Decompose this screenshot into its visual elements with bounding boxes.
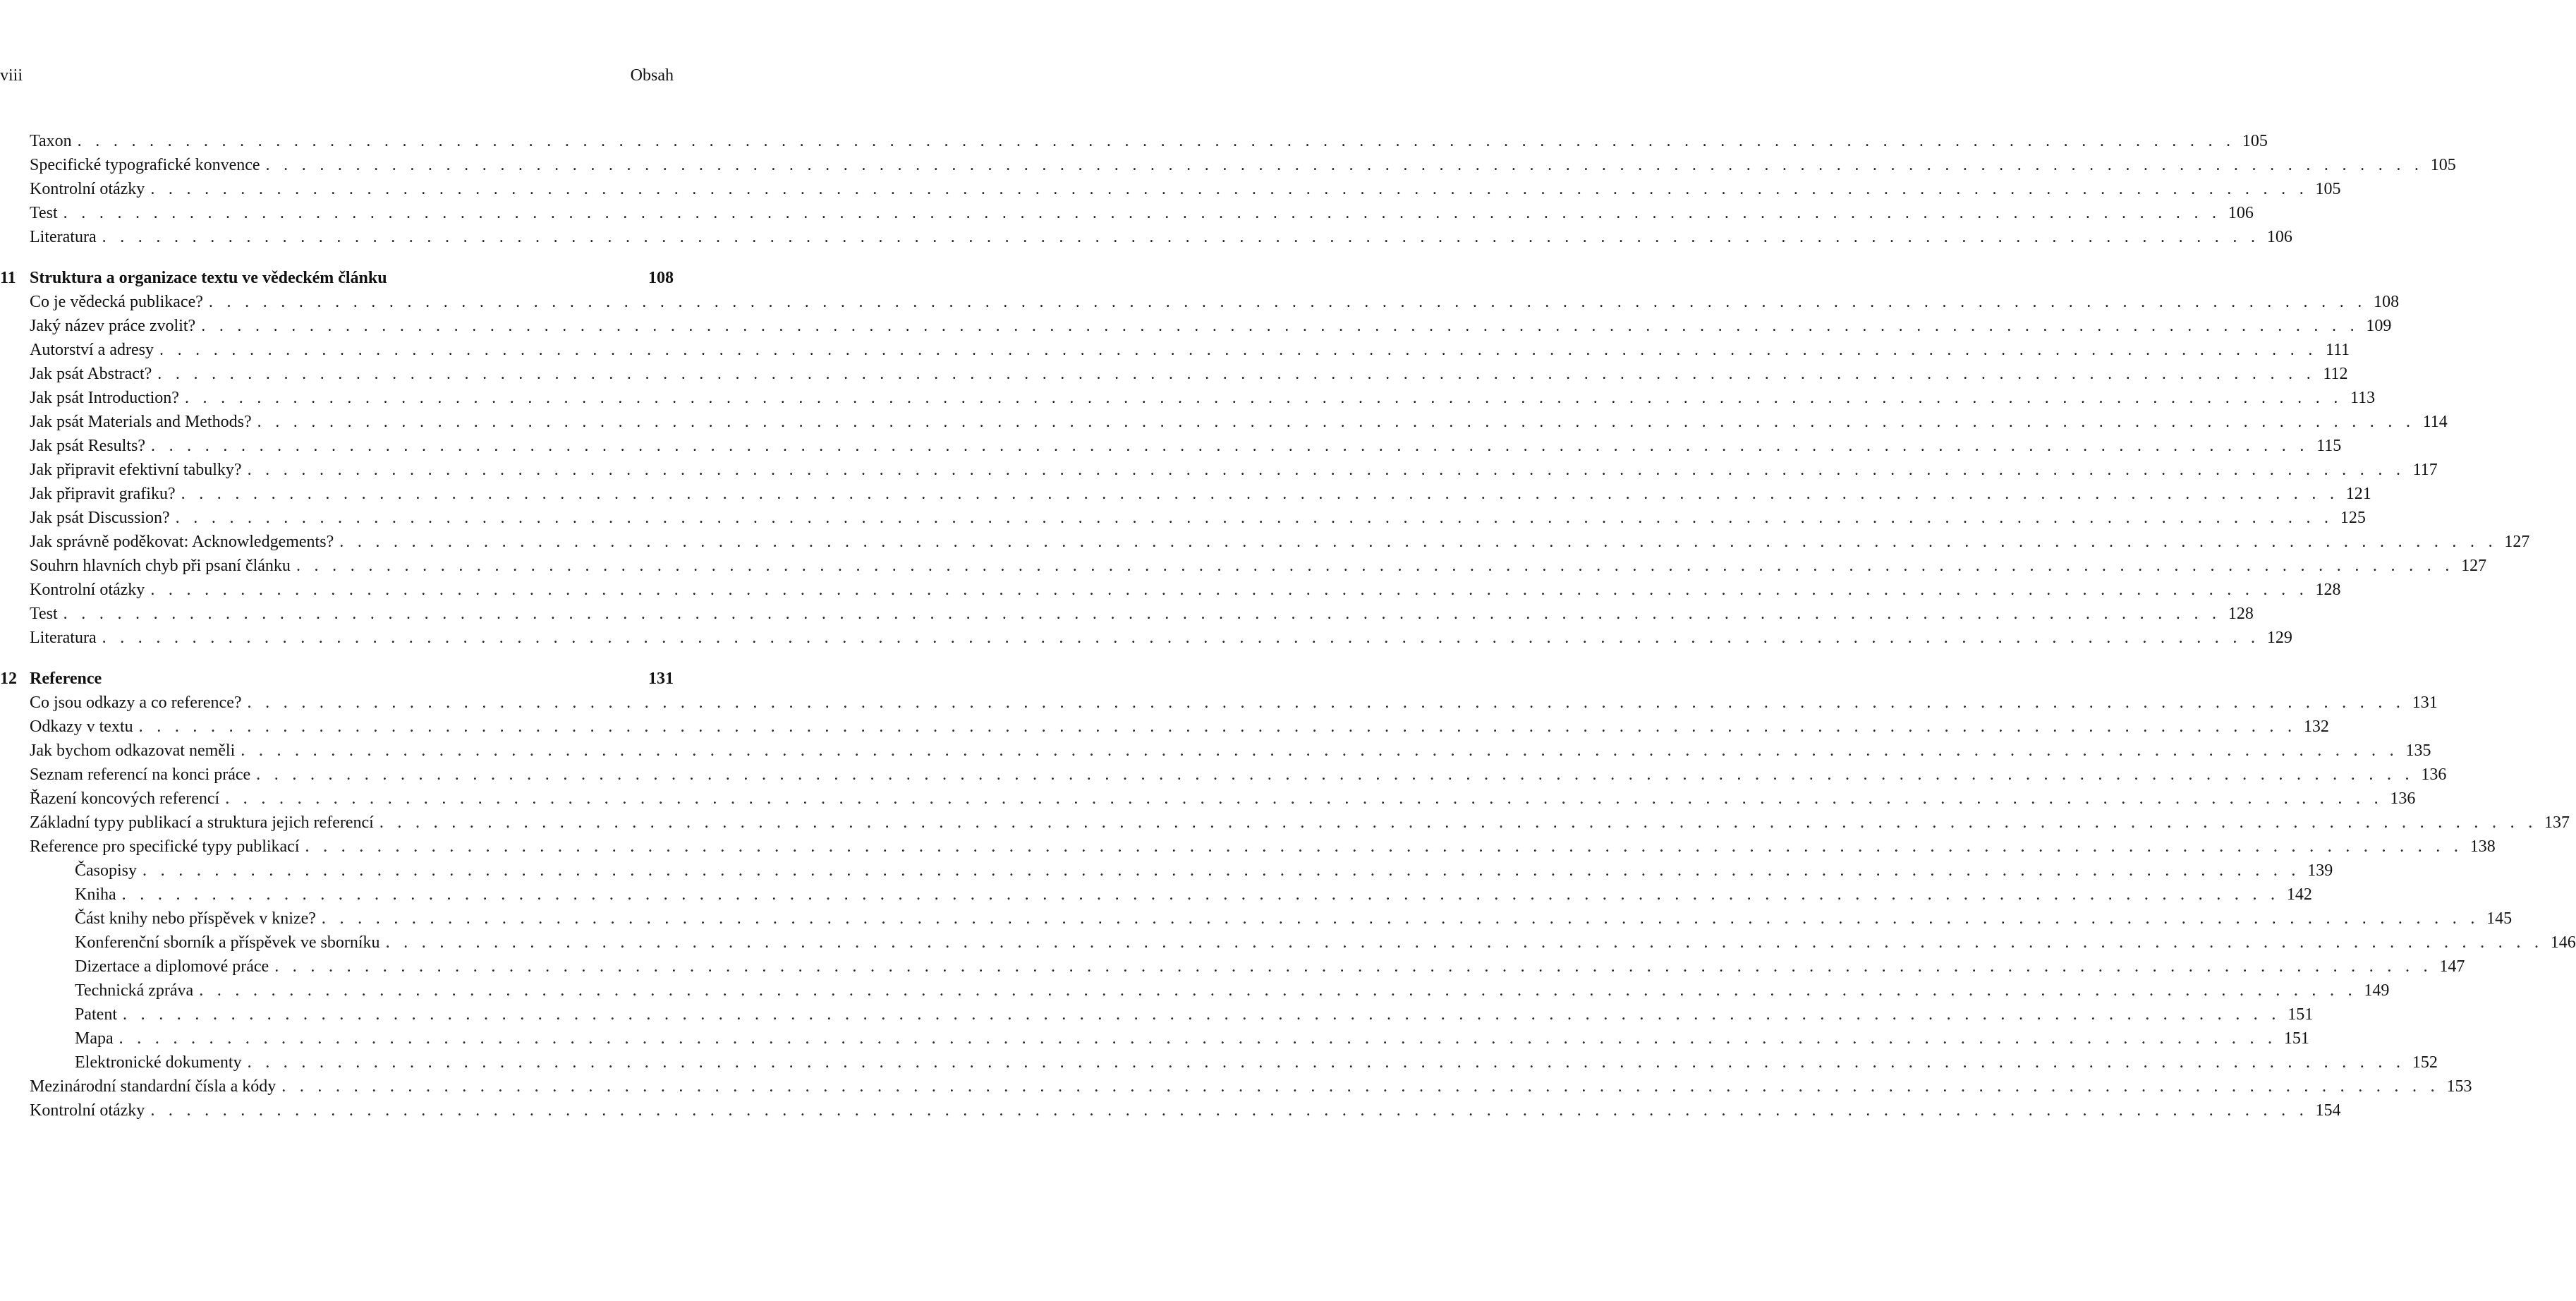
toc-entry	[0, 955, 2465, 979]
toc-page-number: 151	[2288, 1005, 2314, 1024]
toc-entry-title: Konferenční sborník a příspěvek ve sborníku	[75, 933, 380, 952]
toc-page-number: 136	[2421, 766, 2447, 784]
toc-entry	[0, 907, 2513, 931]
toc-entry-title: Jak psát Introduction?	[30, 389, 179, 407]
chapter-number: 11	[0, 269, 16, 287]
toc-entry	[0, 290, 2400, 314]
toc-entry	[0, 979, 2390, 1003]
dot-leader: . . . . . . . . . . . . . . . . . . . . . . . . . . . . . . . . . . . . . . . . . . . . . . . . . . . . . . . . . . . . . . . . . . . . . . . . . . . . . . . . . . . . . . . . . . . . . . . . . . . . . . . . . . . . . . . . . . . . . . . .	[385, 933, 2544, 952]
dot-leader: . . . . . . . . . . . . . . . . . . . . . . . . . . . . . . . . . . . . . . . . . . . . . . . . . . . . . . . . . . . . . . . . . . . . . . . . . . . . . . . . . . . . . . . . . . . . . . . . . . . . . . . . . . . . . . . . . . . . . . . .	[265, 156, 2424, 174]
toc-page-number: 128	[2228, 605, 2254, 623]
running-header	[0, 66, 677, 95]
toc-page-number: 154	[2315, 1101, 2341, 1120]
toc-page-number: 113	[2350, 389, 2376, 407]
toc-entry-title: Taxon	[30, 132, 72, 150]
toc-entry	[0, 338, 2350, 362]
toc-page-number: 128	[2315, 581, 2341, 599]
toc-entry-title: Dizertace a diplomové práce	[75, 957, 269, 976]
toc-page-number: 105	[2315, 180, 2341, 198]
toc-page-number: 129	[2266, 629, 2292, 647]
dot-leader: . . . . . . . . . . . . . . . . . . . . . . . . . . . . . . . . . . . . . . . . . . . . . . . . . . . . . . . . . . . . . . . . . . . . . . . . . . . . . . . . . . . . . . . . . . . . . . . . . . . . . . . . . . . . . . . . . . . . . . . .	[119, 1029, 2277, 1048]
dot-leader: . . . . . . . . . . . . . . . . . . . . . . . . . . . . . . . . . . . . . . . . . . . . . . . . . . . . . . . . . . . . . . . . . . . . . . . . . . . . . . . . . . . . . . . . . . . . . . . . . . . . . . . . . . . . . . . . . . . . . . . .	[181, 485, 2339, 503]
toc-entry-title: Specifické typografické konvence	[30, 156, 260, 174]
toc-entry	[0, 1099, 2341, 1123]
toc-page-number: 149	[2364, 981, 2390, 1000]
toc-entry	[0, 1003, 2314, 1027]
dot-leader: . . . . . . . . . . . . . . . . . . . . . . . . . . . . . . . . . . . . . . . . . . . . . . . . . . . . . . . . . . . . . . . . . . . . . . . . . . . . . . . . . . . . . . . . . . . . . . . . . . . . . . . . . . . . . . . . . . . . . . . .	[63, 605, 2221, 623]
toc-entry	[0, 434, 2342, 458]
toc-entry-title: Jak psát Abstract?	[30, 365, 152, 383]
toc-entry-title: Mezinárodní standardní čísla a kódy	[30, 1077, 277, 1096]
toc-entry	[0, 739, 2431, 763]
toc-entry	[0, 506, 2366, 530]
toc-entry-title: Seznam referencí na konci práce	[30, 766, 251, 784]
toc-entry	[0, 1051, 2438, 1075]
toc-entry-title: Mapa	[75, 1029, 114, 1048]
toc-entry	[0, 554, 2487, 578]
toc-page-number: 139	[2307, 861, 2333, 880]
toc-chapter-entry	[0, 667, 674, 691]
toc-entry-title: Jak připravit efektivní tabulky?	[30, 461, 242, 479]
dot-leader: . . . . . . . . . . . . . . . . . . . . . . . . . . . . . . . . . . . . . . . . . . . . . . . . . . . . . . . . . . . . . . . . . . . . . . . . . . . . . . . . . . . . . . . . . . . . . . . . . . . . . . . . . . . . . . . . . . . . . . . .	[305, 837, 2463, 856]
toc-entry	[0, 362, 2348, 386]
dot-leader: . . . . . . . . . . . . . . . . . . . . . . . . . . . . . . . . . . . . . . . . . . . . . . . . . . . . . . . . . . . . . . . . . . . . . . . . . . . . . . . . . . . . . . . . . . . . . . . . . . . . . . . . . . . . . . . . . . . . . . . .	[102, 629, 2260, 647]
toc-page-number: 117	[2412, 461, 2438, 479]
dot-leader: . . . . . . . . . . . . . . . . . . . . . . . . . . . . . . . . . . . . . . . . . . . . . . . . . . . . . . . . . . . . . . . . . . . . . . . . . . . . . . . . . . . . . . . . . . . . . . . . . . . . . . . . . . . . . . . . . . . . . . . .	[184, 389, 2343, 407]
dot-leader: . . . . . . . . . . . . . . . . . . . . . . . . . . . . . . . . . . . . . . . . . . . . . . . . . . . . . . . . . . . . . . . . . . . . . . . . . . . . . . . . . . . . . . . . . . . . . . . . . . . . . . . . . . . . . . . . . . . . . . . .	[150, 437, 2309, 455]
toc-entry-title: Test	[30, 605, 58, 623]
toc-entry	[0, 602, 2254, 626]
toc-page-number: 111	[2325, 341, 2350, 359]
dot-leader: . . . . . . . . . . . . . . . . . . . . . . . . . . . . . . . . . . . . . . . . . . . . . . . . . . . . . . . . . . . . . . . . . . . . . . . . . . . . . . . . . . . . . . . . . . . . . . . . . . . . . . . . . . . . . . . . . . . . . . . .	[379, 813, 2538, 832]
running-title: Obsah	[630, 66, 674, 85]
toc-page-number: 127	[2461, 557, 2487, 575]
toc-page-number: 105	[2242, 132, 2268, 150]
toc-entry-title: Struktura a organizace textu ve vědeckém článku	[30, 269, 387, 287]
dot-leader: . . . . . . . . . . . . . . . . . . . . . . . . . . . . . . . . . . . . . . . . . . . . . . . . . . . . . . . . . . . . . . . . . . . . . . . . . . . . . . . . . . . . . . . . . . . . . . . . . . . . . . . . . . . . . . . . . . . . . . . .	[225, 789, 2383, 808]
toc-entry-title: Odkazy v textu	[30, 718, 133, 736]
toc-entry	[0, 177, 2341, 201]
chapter-number: 12	[0, 670, 17, 688]
toc-entry	[0, 859, 2333, 883]
toc-page-number: 138	[2469, 837, 2496, 856]
toc-entry	[0, 225, 2292, 249]
toc-entry-title: Literatura	[30, 228, 97, 246]
toc-entry	[0, 691, 2438, 715]
dot-leader: . . . . . . . . . . . . . . . . . . . . . . . . . . . . . . . . . . . . . . . . . . . . . . . . . . . . . . . . . . . . . . . . . . . . . . . . . . . . . . . . . . . . . . . . . . . . . . . . . . . . . . . . . . . . . . . . . . . . . . . .	[256, 766, 2414, 784]
toc-entry	[0, 458, 2438, 482]
toc-page-number: 108	[648, 269, 674, 287]
dot-leader: . . . . . . . . . . . . . . . . . . . . . . . . . . . . . . . . . . . . . . . . . . . . . . . . . . . . . . . . . . . . . . . . . . . . . . . . . . . . . . . . . . . . . . . . . . . . . . . . . . . . . . . . . . . . . . . . . . . . . . . .	[201, 317, 2359, 335]
toc-page-number: 146	[2550, 933, 2576, 952]
toc-page-number: 142	[2286, 885, 2312, 904]
dot-leader: . . . . . . . . . . . . . . . . . . . . . . . . . . . . . . . . . . . . . . . . . . . . . . . . . . . . . . . . . . . . . . . . . . . . . . . . . . . . . . . . . . . . . . . . . . . . . . . . . . . . . . . . . . . . . . . . . . . . . . . .	[159, 341, 2318, 359]
toc-page-number: 152	[2412, 1053, 2438, 1072]
dot-leader: . . . . . . . . . . . . . . . . . . . . . . . . . . . . . . . . . . . . . . . . . . . . . . . . . . . . . . . . . . . . . . . . . . . . . . . . . . . . . . . . . . . . . . . . . . . . . . . . . . . . . . . . . . . . . . . . . . . . . . . .	[321, 909, 2480, 928]
toc-entry-title: Jak připravit grafiku?	[30, 485, 176, 503]
toc-page-number: 153	[2446, 1077, 2472, 1096]
toc-page-number: 131	[2412, 694, 2438, 712]
dot-leader: . . . . . . . . . . . . . . . . . . . . . . . . . . . . . . . . . . . . . . . . . . . . . . . . . . . . . . . . . . . . . . . . . . . . . . . . . . . . . . . . . . . . . . . . . . . . . . . . . . . . . . . . . . . . . . . . . . . . . . . .	[247, 1053, 2405, 1072]
toc-page-number: 147	[2439, 957, 2465, 976]
dot-leader: . . . . . . . . . . . . . . . . . . . . . . . . . . . . . . . . . . . . . . . . . . . . . . . . . . . . . . . . . . . . . . . . . . . . . . . . . . . . . . . . . . . . . . . . . . . . . . . . . . . . . . . . . . . . . . . . . . . . . . . .	[102, 228, 2260, 246]
toc-entry-title: Kontrolní otázky	[30, 1101, 145, 1120]
toc-entry	[0, 201, 2254, 225]
toc-entry	[0, 883, 2312, 907]
toc-entry	[0, 578, 2341, 602]
toc-entry-title: Část knihy nebo příspěvek v knize?	[75, 909, 316, 928]
toc-entry	[0, 811, 2570, 835]
toc-page-number: 127	[2504, 533, 2530, 551]
toc-entry	[0, 482, 2371, 506]
toc-entry	[0, 835, 2496, 859]
toc-page-number: 112	[2323, 365, 2348, 383]
dot-leader: . . . . . . . . . . . . . . . . . . . . . . . . . . . . . . . . . . . . . . . . . . . . . . . . . . . . . . . . . . . . . . . . . . . . . . . . . . . . . . . . . . . . . . . . . . . . . . . . . . . . . . . . . . . . . . . . . . . . . . . .	[247, 694, 2405, 712]
toc-page-number: 136	[2390, 789, 2416, 808]
dot-leader: . . . . . . . . . . . . . . . . . . . . . . . . . . . . . . . . . . . . . . . . . . . . . . . . . . . . . . . . . . . . . . . . . . . . . . . . . . . . . . . . . . . . . . . . . . . . . . . . . . . . . . . . . . . . . . . . . . . . . . . .	[199, 981, 2357, 1000]
dot-leader: . . . . . . . . . . . . . . . . . . . . . . . . . . . . . . . . . . . . . . . . . . . . . . . . . . . . . . . . . . . . . . . . . . . . . . . . . . . . . . . . . . . . . . . . . . . . . . . . . . . . . . . . . . . . . . . . . . . . . . . .	[138, 718, 2297, 736]
toc-entry	[0, 1027, 2309, 1051]
toc-entry-title: Co jsou odkazy a co reference?	[30, 694, 242, 712]
toc-entry-title: Jak bychom odkazovat neměli	[30, 742, 236, 760]
dot-leader: . . . . . . . . . . . . . . . . . . . . . . . . . . . . . . . . . . . . . . . . . . . . . . . . . . . . . . . . . . . . . . . . . . . . . . . . . . . . . . . . . . . . . . . . . . . . . . . . . . . . . . . . . . . . . . . . . . . . . . . .	[123, 1005, 2281, 1024]
toc-entry-title: Kontrolní otázky	[30, 581, 145, 599]
toc-entry-title: Test	[30, 204, 58, 222]
toc-entry-title: Jak psát Results?	[30, 437, 145, 455]
toc-page-number: 125	[2340, 509, 2366, 527]
toc-entry	[0, 715, 2329, 739]
toc-page-number: 106	[2228, 204, 2254, 222]
dot-leader: . . . . . . . . . . . . . . . . . . . . . . . . . . . . . . . . . . . . . . . . . . . . . . . . . . . . . . . . . . . . . . . . . . . . . . . . . . . . . . . . . . . . . . . . . . . . . . . . . . . . . . . . . . . . . . . . . . . . . . . .	[175, 509, 2333, 527]
dot-leader: . . . . . . . . . . . . . . . . . . . . . . . . . . . . . . . . . . . . . . . . . . . . . . . . . . . . . . . . . . . . . . . . . . . . . . . . . . . . . . . . . . . . . . . . . . . . . . . . . . . . . . . . . . . . . . . . . . . . . . . .	[339, 533, 2498, 551]
toc-page-number: 114	[2422, 413, 2448, 431]
toc-entry-title: Co je vědecká publikace?	[30, 293, 203, 311]
dot-leader: . . . . . . . . . . . . . . . . . . . . . . . . . . . . . . . . . . . . . . . . . . . . . . . . . . . . . . . . . . . . . . . . . . . . . . . . . . . . . . . . . . . . . . . . . . . . . . . . . . . . . . . . . . . . . . . . . . . . . . . .	[121, 885, 2280, 904]
toc-entry	[0, 1075, 2472, 1099]
toc-entry	[0, 787, 2416, 811]
page-number-roman: viii	[0, 66, 23, 85]
toc-entry	[0, 129, 2268, 153]
toc-page-number: 105	[2430, 156, 2456, 174]
toc-entry-title: Jak správně poděkovat: Acknowledgements?	[30, 533, 334, 551]
toc-entry-title: Reference	[30, 670, 102, 688]
toc-entry	[0, 386, 2376, 410]
toc-page-number: 137	[2544, 813, 2570, 832]
dot-leader: . . . . . . . . . . . . . . . . . . . . . . . . . . . . . . . . . . . . . . . . . . . . . . . . . . . . . . . . . . . . . . . . . . . . . . . . . . . . . . . . . . . . . . . . . . . . . . . . . . . . . . . . . . . . . . . . . . . . . . . .	[150, 180, 2309, 198]
toc-entry-title: Reference pro specifické typy publikací	[30, 837, 300, 856]
toc-entry-title: Kontrolní otázky	[30, 180, 145, 198]
toc-entry-title: Souhrn hlavních chyb při psaní článku	[30, 557, 291, 575]
toc-entry-title: Elektronické dokumenty	[75, 1053, 242, 1072]
toc-page-number: 121	[2345, 485, 2371, 503]
dot-leader: . . . . . . . . . . . . . . . . . . . . . . . . . . . . . . . . . . . . . . . . . . . . . . . . . . . . . . . . . . . . . . . . . . . . . . . . . . . . . . . . . . . . . . . . . . . . . . . . . . . . . . . . . . . . . . . . . . . . . . . .	[63, 204, 2221, 222]
toc-entry	[0, 410, 2448, 434]
toc-page-number: 109	[2366, 317, 2392, 335]
toc-entry	[0, 530, 2530, 554]
toc-page-number: 151	[2283, 1029, 2309, 1048]
toc-page-number: 108	[2374, 293, 2400, 311]
dot-leader: . . . . . . . . . . . . . . . . . . . . . . . . . . . . . . . . . . . . . . . . . . . . . . . . . . . . . . . . . . . . . . . . . . . . . . . . . . . . . . . . . . . . . . . . . . . . . . . . . . . . . . . . . . . . . . . . . . . . . . . .	[281, 1077, 2440, 1096]
dot-leader: . . . . . . . . . . . . . . . . . . . . . . . . . . . . . . . . . . . . . . . . . . . . . . . . . . . . . . . . . . . . . . . . . . . . . . . . . . . . . . . . . . . . . . . . . . . . . . . . . . . . . . . . . . . . . . . . . . . . . . . .	[208, 293, 2367, 311]
toc-entry-title: Jaký název práce zvolit?	[30, 317, 196, 335]
toc-entry-title: Jak psát Materials and Methods?	[30, 413, 252, 431]
dot-leader: . . . . . . . . . . . . . . . . . . . . . . . . . . . . . . . . . . . . . . . . . . . . . . . . . . . . . . . . . . . . . . . . . . . . . . . . . . . . . . . . . . . . . . . . . . . . . . . . . . . . . . . . . . . . . . . . . . . . . . . .	[150, 581, 2309, 599]
toc-entry	[0, 314, 2392, 338]
toc-entry-title: Patent	[75, 1005, 117, 1024]
toc-page-number: 145	[2486, 909, 2513, 928]
dot-leader: . . . . . . . . . . . . . . . . . . . . . . . . . . . . . . . . . . . . . . . . . . . . . . . . . . . . . . . . . . . . . . . . . . . . . . . . . . . . . . . . . . . . . . . . . . . . . . . . . . . . . . . . . . . . . . . . . . . . . . . .	[77, 132, 2235, 150]
dot-leader: . . . . . . . . . . . . . . . . . . . . . . . . . . . . . . . . . . . . . . . . . . . . . . . . . . . . . . . . . . . . . . . . . . . . . . . . . . . . . . . . . . . . . . . . . . . . . . . . . . . . . . . . . . . . . . . . . . . . . . . .	[142, 861, 2301, 880]
toc-entry	[0, 153, 2456, 177]
dot-leader: . . . . . . . . . . . . . . . . . . . . . . . . . . . . . . . . . . . . . . . . . . . . . . . . . . . . . . . . . . . . . . . . . . . . . . . . . . . . . . . . . . . . . . . . . . . . . . . . . . . . . . . . . . . . . . . . . . . . . . . .	[257, 413, 2415, 431]
toc-entry	[0, 763, 2447, 787]
toc-page-number: 115	[2316, 437, 2342, 455]
toc-entry	[0, 626, 2292, 650]
toc-page-number: 106	[2266, 228, 2292, 246]
toc-entry-title: Literatura	[30, 629, 97, 647]
toc-entry	[0, 931, 2576, 955]
dot-leader: . . . . . . . . . . . . . . . . . . . . . . . . . . . . . . . . . . . . . . . . . . . . . . . . . . . . . . . . . . . . . . . . . . . . . . . . . . . . . . . . . . . . . . . . . . . . . . . . . . . . . . . . . . . . . . . . . . . . . . . .	[247, 461, 2405, 479]
toc-page-number: 132	[2303, 718, 2329, 736]
dot-leader: . . . . . . . . . . . . . . . . . . . . . . . . . . . . . . . . . . . . . . . . . . . . . . . . . . . . . . . . . . . . . . . . . . . . . . . . . . . . . . . . . . . . . . . . . . . . . . . . . . . . . . . . . . . . . . . . . . . . . . . .	[274, 957, 2433, 976]
toc-entry-title: Jak psát Discussion?	[30, 509, 170, 527]
table-of-contents	[0, 129, 2576, 1123]
toc-entry-title: Autorství a adresy	[30, 341, 154, 359]
toc-entry-title: Časopisy	[75, 861, 138, 880]
toc-page-number: 135	[2405, 742, 2431, 760]
dot-leader: . . . . . . . . . . . . . . . . . . . . . . . . . . . . . . . . . . . . . . . . . . . . . . . . . . . . . . . . . . . . . . . . . . . . . . . . . . . . . . . . . . . . . . . . . . . . . . . . . . . . . . . . . . . . . . . . . . . . . . . .	[157, 365, 2316, 383]
toc-entry-title: Technická zpráva	[75, 981, 194, 1000]
toc-page-number: 131	[648, 670, 674, 688]
dot-leader: . . . . . . . . . . . . . . . . . . . . . . . . . . . . . . . . . . . . . . . . . . . . . . . . . . . . . . . . . . . . . . . . . . . . . . . . . . . . . . . . . . . . . . . . . . . . . . . . . . . . . . . . . . . . . . . . . . . . . . . .	[296, 557, 2455, 575]
toc-entry-title: Kniha	[75, 885, 116, 904]
dot-leader: . . . . . . . . . . . . . . . . . . . . . . . . . . . . . . . . . . . . . . . . . . . . . . . . . . . . . . . . . . . . . . . . . . . . . . . . . . . . . . . . . . . . . . . . . . . . . . . . . . . . . . . . . . . . . . . . . . . . . . . .	[241, 742, 2399, 760]
toc-entry-title: Řazení koncových referencí	[30, 789, 220, 808]
toc-entry-title: Základní typy publikací a struktura jejich referencí	[30, 813, 374, 832]
dot-leader: . . . . . . . . . . . . . . . . . . . . . . . . . . . . . . . . . . . . . . . . . . . . . . . . . . . . . . . . . . . . . . . . . . . . . . . . . . . . . . . . . . . . . . . . . . . . . . . . . . . . . . . . . . . . . . . . . . . . . . . .	[150, 1101, 2309, 1120]
toc-chapter-entry	[0, 266, 674, 290]
